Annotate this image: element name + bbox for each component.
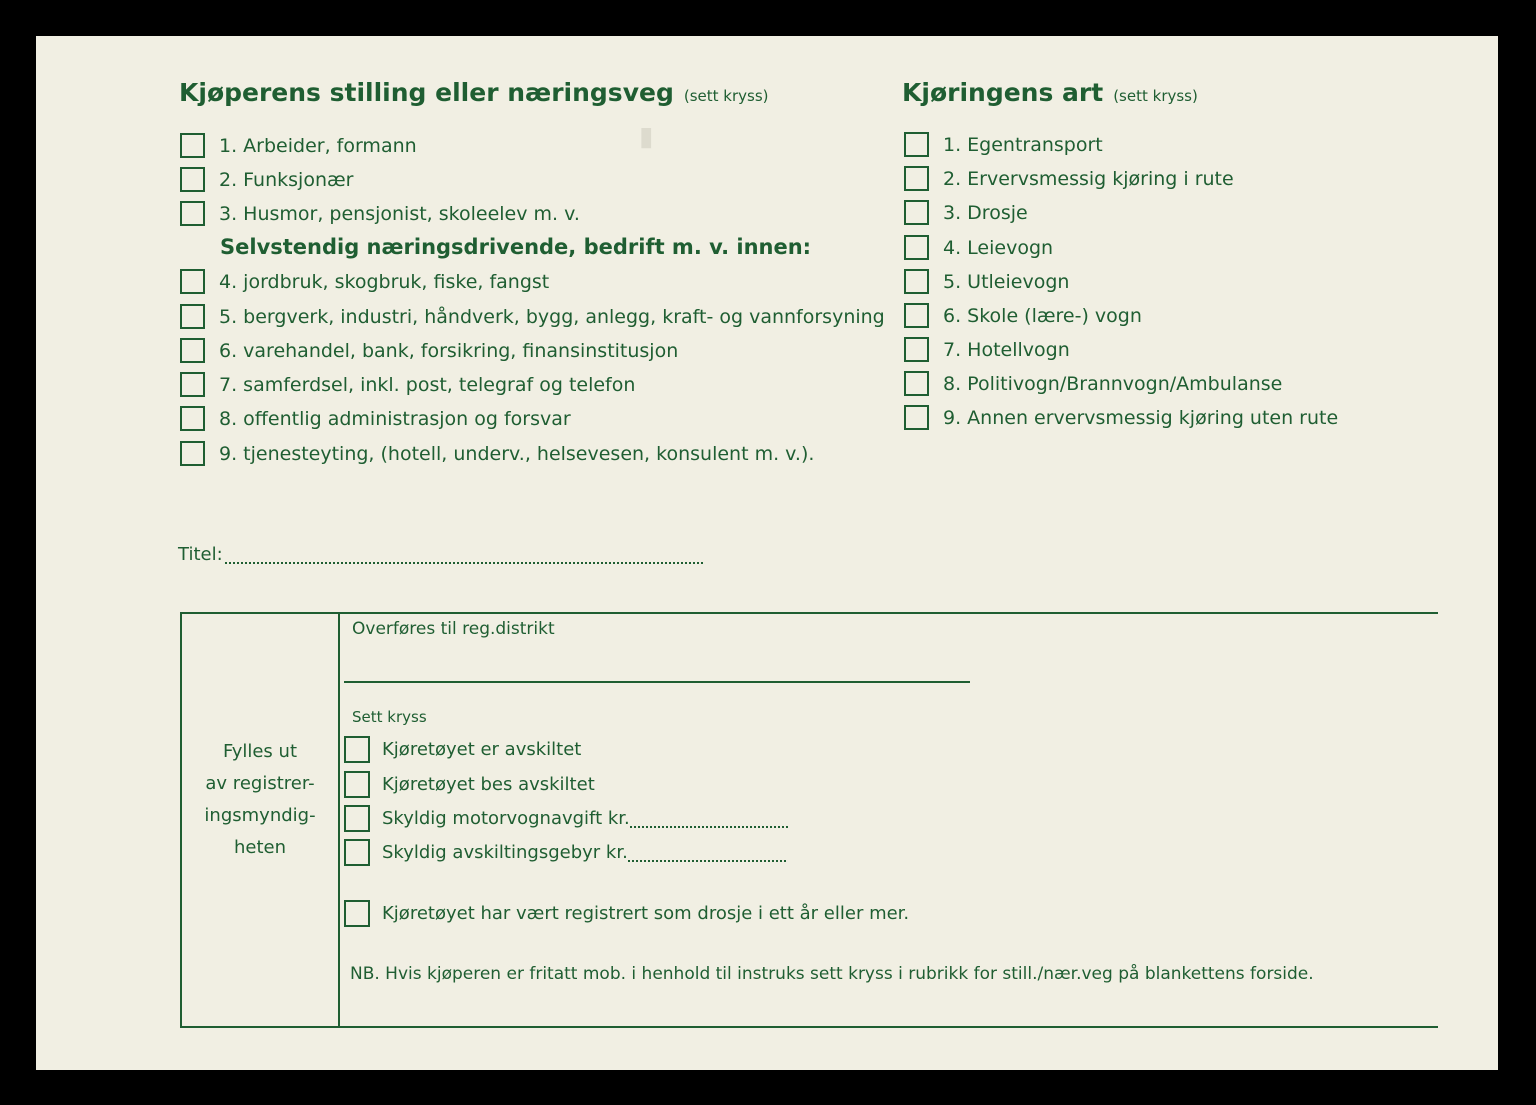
left-item-label: 4. jordbruk, skogbruk, fiske, fangst	[219, 270, 550, 293]
left-item-4[interactable]	[180, 269, 549, 294]
left-item-1[interactable]	[180, 133, 417, 158]
right-item-label: 9. Annen ervervsmessig kjøring uten rute	[943, 406, 1339, 429]
left-item-3[interactable]	[180, 201, 580, 226]
left-item-7[interactable]	[180, 372, 635, 397]
registry-box-divider	[338, 612, 340, 1028]
checkbox[interactable]	[180, 269, 205, 294]
cross-label: Sett kryss	[352, 708, 427, 726]
check-avskiltet[interactable]	[344, 736, 581, 763]
right-item-label: 5. Utleievogn	[943, 270, 1070, 293]
right-item-label: 4. Leievogn	[943, 236, 1054, 259]
checkbox[interactable]	[180, 304, 205, 329]
side-label-line: Fylles ut	[223, 741, 297, 762]
checkbox[interactable]	[180, 406, 205, 431]
checkbox[interactable]	[904, 235, 929, 260]
check-label: Kjøretøyet bes avskiltet	[382, 774, 595, 795]
left-title-note: (sett kryss)	[683, 87, 769, 105]
right-item-7[interactable]	[904, 337, 1070, 362]
checkbox[interactable]	[344, 839, 370, 866]
right-item-label: 2. Ervervsmessig kjøring i rute	[943, 167, 1234, 190]
left-title-text: Kjøperens stilling eller næringsveg	[179, 78, 674, 107]
right-section-title	[902, 78, 1198, 107]
left-item-label: 5. bergverk, industri, håndverk, bygg, anlegg, kraft- og vannforsyning	[219, 305, 885, 328]
amount-dotted-line[interactable]	[628, 844, 786, 862]
checkbox[interactable]	[180, 372, 205, 397]
right-item-label: 6. Skole (lære-) vogn	[943, 304, 1142, 327]
checkbox[interactable]	[180, 441, 205, 466]
registry-side-label	[182, 736, 338, 864]
check-bes-avskiltet[interactable]	[344, 771, 595, 798]
right-title-note: (sett kryss)	[1113, 87, 1198, 105]
checkbox[interactable]	[904, 405, 929, 430]
amount-dotted-line[interactable]	[630, 810, 788, 828]
right-item-5[interactable]	[904, 269, 1069, 294]
left-item-label: 9. tjenesteyting, (hotell, underv., helsevesen, konsulent m. v.).	[219, 442, 815, 465]
registry-box-top	[180, 612, 1438, 614]
show-through: ▮	[636, 116, 657, 156]
left-item-label: 1. Arbeider, formann	[219, 134, 417, 157]
left-item-label: 3. Husmor, pensjonist, skoleelev m. v.	[219, 202, 580, 225]
right-item-label: 8. Politivogn/Brannvogn/Ambulanse	[943, 372, 1283, 395]
checkbox[interactable]	[904, 269, 929, 294]
title-label: Titel:	[178, 544, 223, 565]
check-motorvognavgift[interactable]	[344, 805, 788, 832]
checkbox[interactable]	[344, 805, 370, 832]
checkbox[interactable]	[904, 303, 929, 328]
right-item-label: 3. Drosje	[943, 201, 1028, 224]
checkbox[interactable]	[904, 337, 929, 362]
left-section-title	[179, 78, 768, 107]
checkbox[interactable]	[180, 338, 205, 363]
registry-box-bottom	[180, 1026, 1438, 1028]
checkbox[interactable]	[904, 166, 929, 191]
left-item-9[interactable]	[180, 441, 814, 466]
check-avskiltingsgebyr[interactable]	[344, 839, 786, 866]
checkbox[interactable]	[904, 132, 929, 157]
right-item-label: 1. Egentransport	[943, 133, 1103, 156]
check-label: Skyldig motorvognavgift kr.	[382, 808, 630, 829]
check-label: Kjøretøyet er avskiltet	[382, 739, 582, 760]
checkbox[interactable]	[344, 900, 370, 927]
checkbox[interactable]	[344, 736, 370, 763]
right-item-4[interactable]	[904, 235, 1053, 260]
left-item-5[interactable]	[180, 304, 885, 329]
checkbox[interactable]	[904, 371, 929, 396]
check-label: Kjøretøyet har vært registrert som drosje i ett år eller mer.	[382, 903, 910, 924]
right-item-8[interactable]	[904, 371, 1282, 396]
right-title-text: Kjøringens art	[902, 78, 1104, 107]
left-item-8[interactable]	[180, 406, 571, 431]
checkbox[interactable]	[180, 167, 205, 192]
check-label: Skyldig avskiltingsgebyr kr.	[382, 842, 628, 863]
title-dotted-line[interactable]	[225, 546, 703, 564]
check-drosje[interactable]	[344, 900, 909, 927]
transfer-label: Overføres til reg.distrikt	[352, 619, 555, 639]
title-field[interactable]	[178, 544, 703, 565]
right-item-6[interactable]	[904, 303, 1142, 328]
left-item-label: 7. samferdsel, inkl. post, telegraf og telefon	[219, 373, 636, 396]
left-item-label: 6. varehandel, bank, forsikring, finansinstitusjon	[219, 339, 679, 362]
right-item-label: 7. Hotellvogn	[943, 338, 1070, 361]
checkbox[interactable]	[180, 201, 205, 226]
right-item-2[interactable]	[904, 166, 1234, 191]
side-label-line: ingsmyndig-	[204, 805, 316, 826]
side-label-line: av registrer-	[205, 773, 315, 794]
left-item-2[interactable]	[180, 167, 353, 192]
side-label-line: heten	[233, 837, 287, 858]
right-item-3[interactable]	[904, 200, 1028, 225]
nb-note: NB. Hvis kjøperen er fritatt mob. i henhold til instruks sett kryss i rubrikk for still./nær.veg på blankettens forside.	[350, 964, 1314, 984]
left-item-label: 8. offentlig administrasjon og forsvar	[219, 407, 571, 430]
form-page	[36, 36, 1498, 1070]
transfer-field-line[interactable]	[344, 681, 970, 683]
right-item-9[interactable]	[904, 405, 1338, 430]
left-item-label: 2. Funksjonær	[219, 168, 354, 191]
checkbox[interactable]	[904, 200, 929, 225]
left-item-6[interactable]	[180, 338, 678, 363]
left-subheading: Selvstendig næringsdrivende, bedrift m. v. innen:	[220, 235, 812, 259]
checkbox[interactable]	[180, 133, 205, 158]
checkbox[interactable]	[344, 771, 370, 798]
right-item-1[interactable]	[904, 132, 1103, 157]
